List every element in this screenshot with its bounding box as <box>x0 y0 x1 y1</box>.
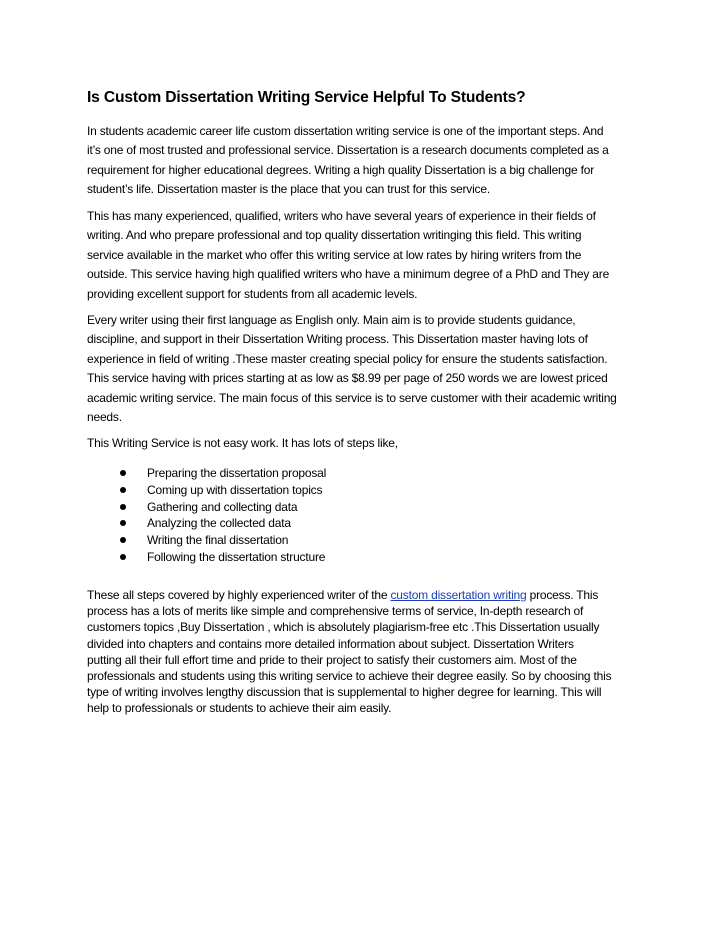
list-item-label: Following the dissertation structure <box>147 549 326 564</box>
text-line: Every writer using their first language as English only. Main aim is to provide students guidance, <box>87 313 576 327</box>
text-line: This service having with prices starting at as low as $8.99 per page of 250 words we are lowest priced <box>87 371 608 386</box>
text-line: needs. <box>87 410 122 425</box>
text-line: This Writing Service is not easy work. It has lots of steps like, <box>87 436 398 450</box>
text-line: outside. This service having high qualified writers who have a minimum degree of a PhD and They are <box>87 267 610 282</box>
text-line: requirement for higher educational degrees. Writing a high quality Dissertation is a big challenge for <box>87 162 595 177</box>
list-item <box>120 532 326 549</box>
page-title: Is Custom Dissertation Writing Service Helpful To Students? <box>87 89 526 106</box>
text-line: process has a lots of merits like simple and comprehensive terms of service, In-depth research of <box>87 604 584 619</box>
bullet-icon <box>120 520 126 526</box>
paragraph-intro <box>87 122 657 200</box>
custom-dissertation-writing-link[interactable]: custom dissertation writing <box>390 588 527 602</box>
text-line: help to professionals or students to achieve their aim easily. <box>87 701 392 716</box>
text-line: academic writing service. The main focus of this service is to serve customer with their academic writing <box>87 390 617 405</box>
bullet-icon <box>120 487 126 493</box>
text-line: customers topics ,Buy Dissertation , which is absolutely plagiarism-free etc .This Dissertation usually <box>87 620 600 635</box>
paragraph-writers <box>87 207 657 304</box>
list-item <box>120 465 326 482</box>
list-item <box>120 482 326 499</box>
text-line: professionals and students using this writing service to achieve their degree easily. So by choosing this <box>87 669 612 684</box>
list-item-label: Gathering and collecting data <box>147 499 298 514</box>
text-fragment: These all steps covered by highly experienced writer of the <box>87 588 391 602</box>
list-item-label: Writing the final dissertation <box>147 533 289 548</box>
text-line: divided into chapters and contains more detailed information about subject. Dissertation Writers <box>87 636 574 651</box>
paragraph-steps-intro <box>87 434 657 453</box>
paragraph-service <box>87 311 657 427</box>
list-item <box>120 515 326 532</box>
text-line: student’s life. Dissertation master is the place that you can trust for this service. <box>87 182 490 197</box>
bullet-icon <box>120 470 126 476</box>
text-line: In students academic career life custom dissertation writing service is one of the important steps. And <box>87 124 604 138</box>
text-line: writing. And who prepare professional and top quality dissertation writinging this field. This writing <box>87 228 582 243</box>
list-item-label: Preparing the dissertation proposal <box>147 466 327 480</box>
bullet-icon <box>120 504 126 510</box>
text-line: it’s one of most trusted and professional service. Dissertation is a research documents completed as a <box>87 143 609 158</box>
text-line: putting all their full effort time and pride to their project to satisfy their customers aim. Most of the <box>87 652 577 667</box>
text-line <box>87 587 657 603</box>
bullet-icon <box>120 537 126 543</box>
text-line: This has many experienced, qualified, writers who have several years of experience in their fields of <box>87 209 596 223</box>
text-fragment: process. This <box>526 588 599 602</box>
list-item-label: Analyzing the collected data <box>147 516 291 531</box>
bullet-icon <box>120 554 126 560</box>
text-line: service available in the market who offer this writing service at low rates by hiring writers from the <box>87 247 582 262</box>
list-item-label: Coming up with dissertation topics <box>147 482 323 497</box>
paragraph-conclusion <box>87 587 657 717</box>
list-item <box>120 499 326 516</box>
text-line: providing excellent support for students from all academic levels. <box>87 286 418 301</box>
text-line: experience in field of writing .These master creating special policy for ensure the students satisfaction. <box>87 351 608 366</box>
text-line: discipline, and support in their Dissertation Writing process. This Dissertation master having lots of <box>87 332 588 347</box>
list-item <box>120 549 326 566</box>
steps-list <box>120 465 326 566</box>
text-line: type of writing involves lengthy discussion that is supplemental to higher degree for learning. This will <box>87 685 602 700</box>
